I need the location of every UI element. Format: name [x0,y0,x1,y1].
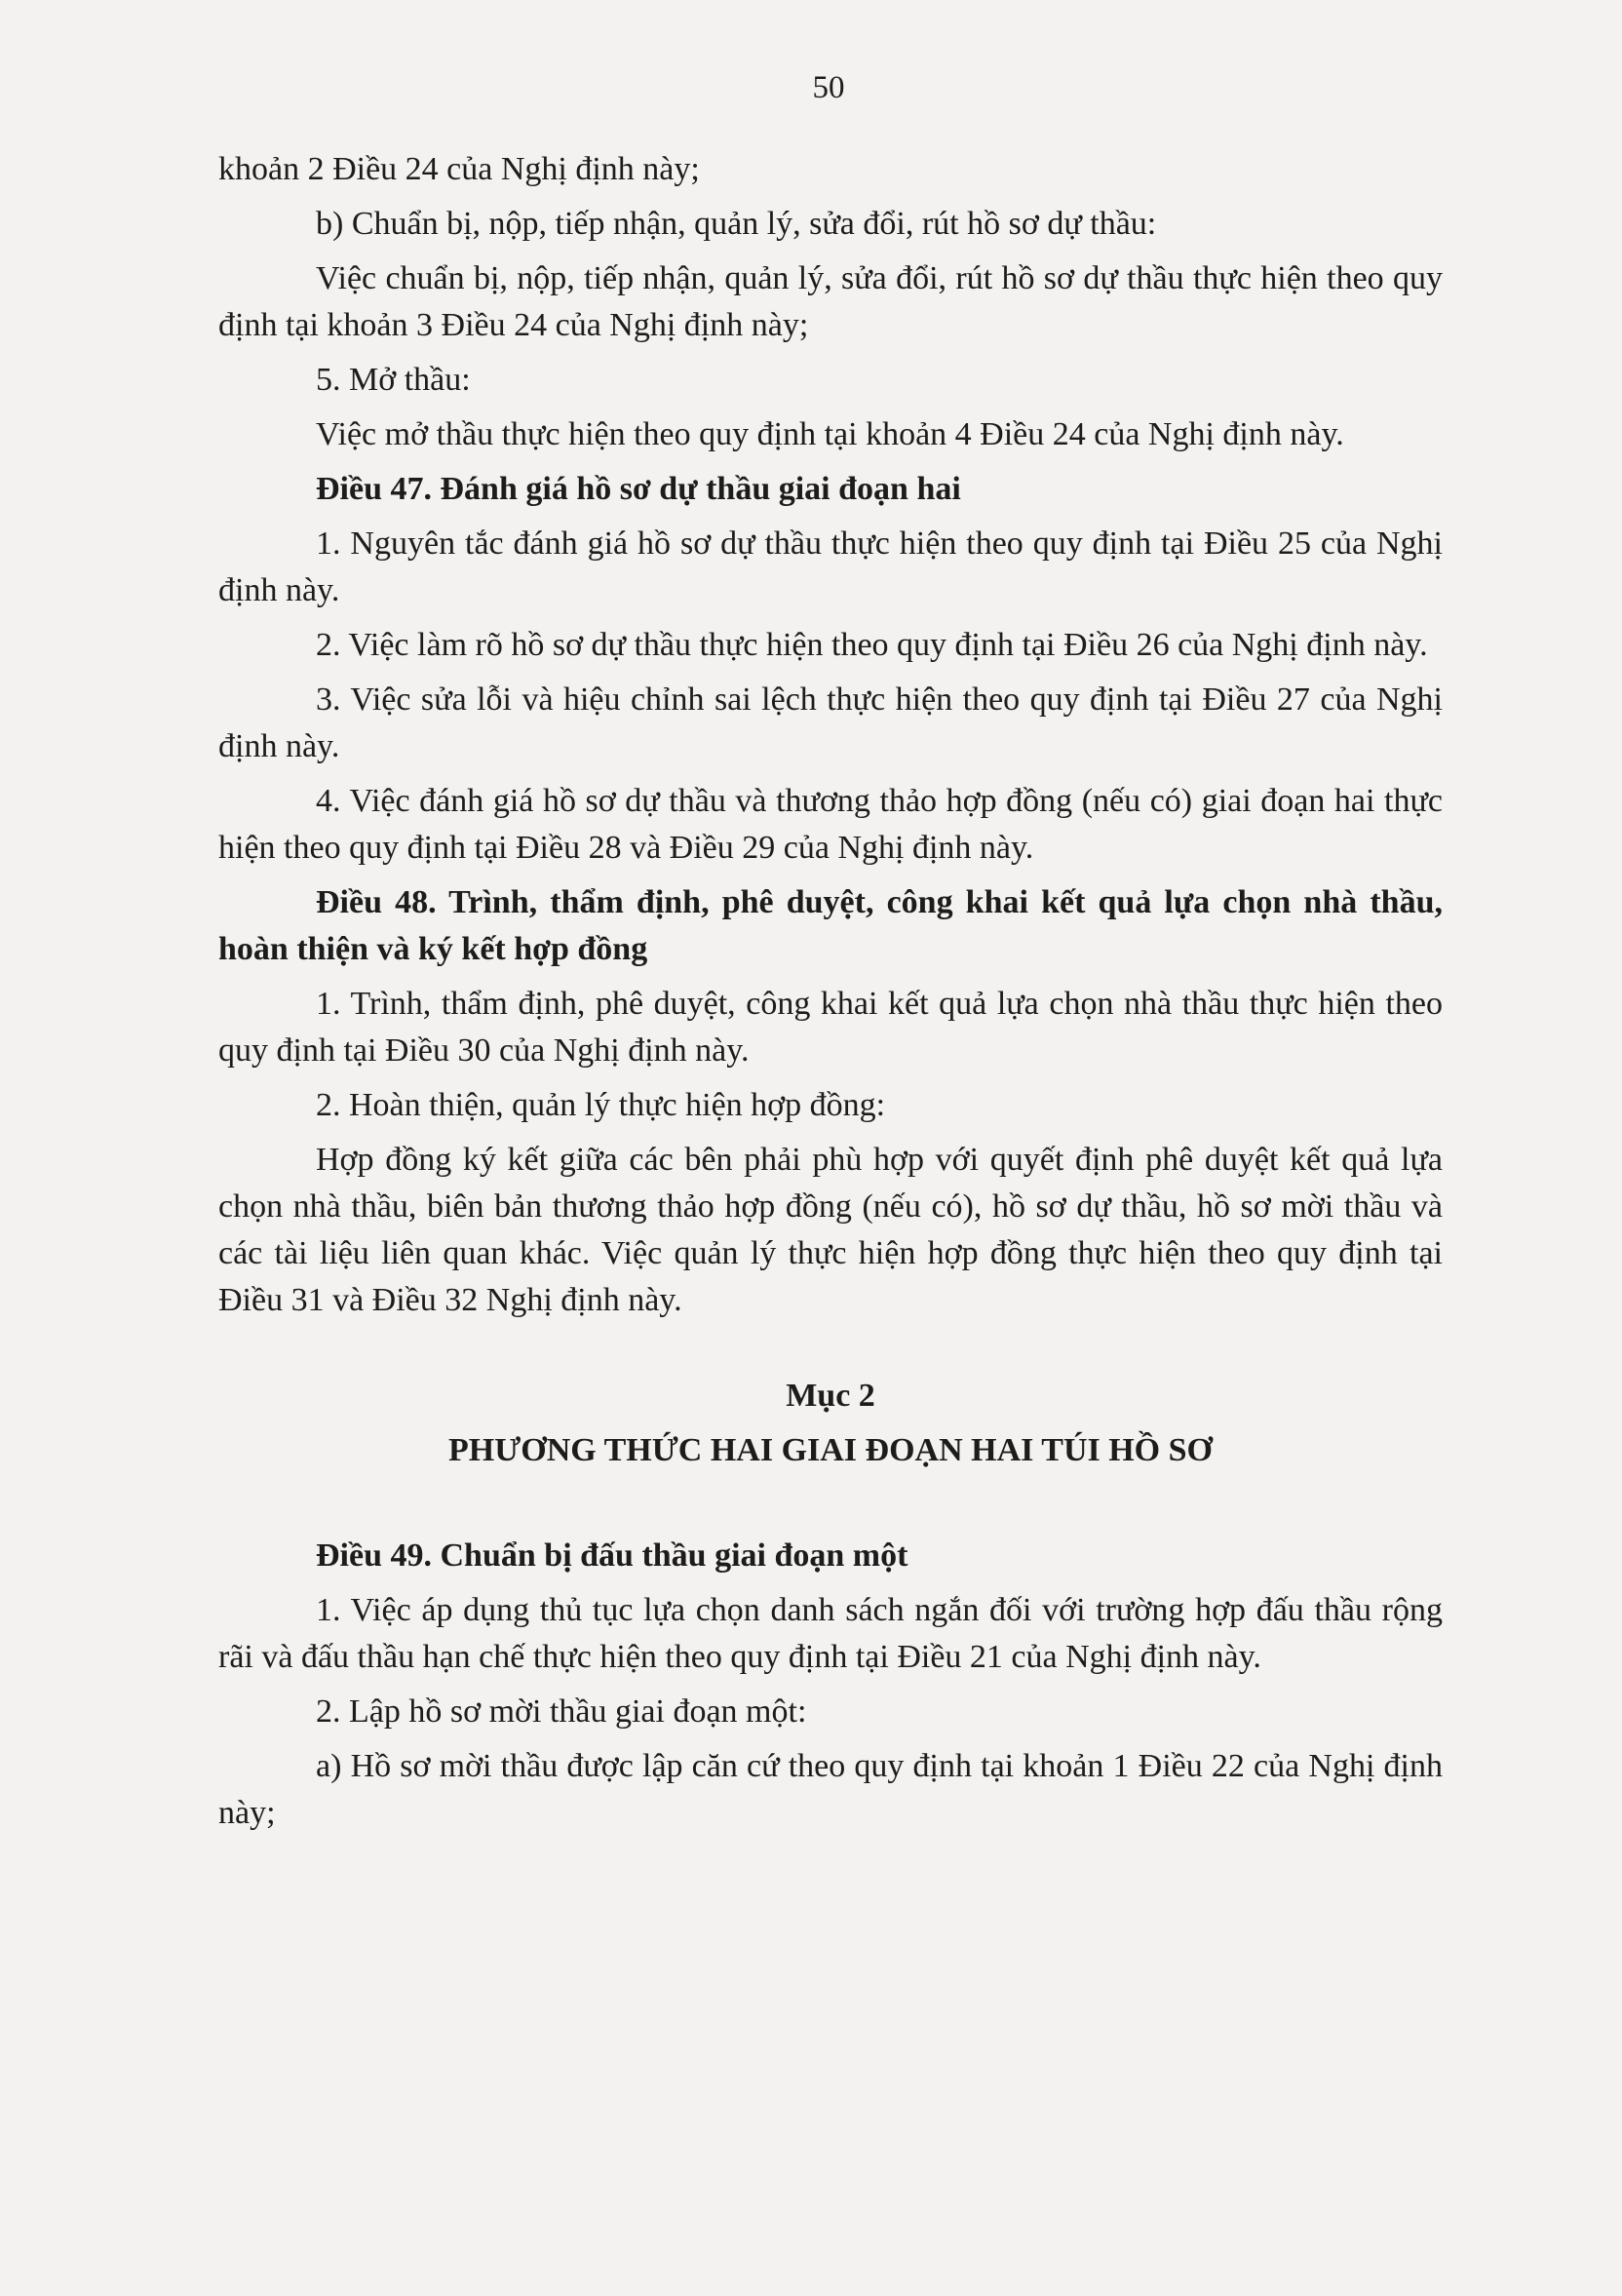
paragraph: Việc mở thầu thực hiện theo quy định tại khoản 4 Điều 24 của Nghị định này. [316,416,1344,452]
article-heading-49: Điều 49. Chuẩn bị đấu thầu giai đoạn một [316,1537,908,1574]
paragraph: 2. Hoàn thiện, quản lý thực hiện hợp đồng: [316,1087,886,1123]
paragraph: Việc chuẩn bị, nộp, tiếp nhận, quản lý, sửa đổi, rút hồ sơ dự thầu thực hiện theo quy định tại khoản 3 Điều 24 của Nghị định này; [218,260,1443,343]
page-number: 50 [812,70,845,105]
paragraph: 5. Mở thầu: [316,362,471,398]
section-label: Mục 2 [786,1378,875,1414]
paragraph: 2. Lập hồ sơ mời thầu giai đoạn một: [316,1693,807,1730]
document-body [218,146,1443,1845]
paragraph: 2. Việc làm rõ hồ sơ dự thầu thực hiện theo quy định tại Điều 26 của Nghị định này. [316,627,1428,663]
paragraph: 1. Trình, thẩm định, phê duyệt, công khai kết quả lựa chọn nhà thầu thực hiện theo quy định tại Điều 30 của Nghị định này. [218,986,1443,1069]
paragraph: khoản 2 Điều 24 của Nghị định này; [218,151,700,187]
paragraph: 1. Nguyên tắc đánh giá hồ sơ dự thầu thực hiện theo quy định tại Điều 25 của Nghị định này. [218,525,1443,608]
article-heading-48: Điều 48. Trình, thẩm định, phê duyệt, công khai kết quả lựa chọn nhà thầu, hoàn thiện và ký kết hợp đồng [218,884,1443,967]
article-heading-47: Điều 47. Đánh giá hồ sơ dự thầu giai đoạn hai [316,471,961,507]
paragraph: b) Chuẩn bị, nộp, tiếp nhận, quản lý, sửa đổi, rút hồ sơ dự thầu: [316,206,1157,242]
paragraph: 1. Việc áp dụng thủ tục lựa chọn danh sách ngắn đối với trường hợp đấu thầu rộng rãi và đấu thầu hạn chế thực hiện theo quy định tại Điều 21 của Nghị định này. [218,1592,1443,1675]
paragraph: a) Hồ sơ mời thầu được lập căn cứ theo quy định tại khoản 1 Điều 22 của Nghị định này; [218,1748,1443,1831]
paragraph: Hợp đồng ký kết giữa các bên phải phù hợp với quyết định phê duyệt kết quả lựa chọn nhà thầu, biên bản thương thảo hợp đồng (nếu có), hồ sơ dự thầu, hồ sơ mời thầu và các tài liệu liên quan khác. Việc quản lý thực hiện hợp đồng thực hiện theo quy định tại Điều 31 và Điều 32 Nghị định này. [218,1142,1443,1318]
section-title: PHƯƠNG THỨC HAI GIAI ĐOẠN HAI TÚI HỒ SƠ [448,1432,1213,1468]
paragraph: 4. Việc đánh giá hồ sơ dự thầu và thương thảo hợp đồng (nếu có) giai đoạn hai thực hiện theo quy định tại Điều 28 và Điều 29 của Nghị định này. [218,783,1443,866]
paragraph: 3. Việc sửa lỗi và hiệu chỉnh sai lệch thực hiện theo quy định tại Điều 27 của Nghị định này. [218,681,1443,764]
